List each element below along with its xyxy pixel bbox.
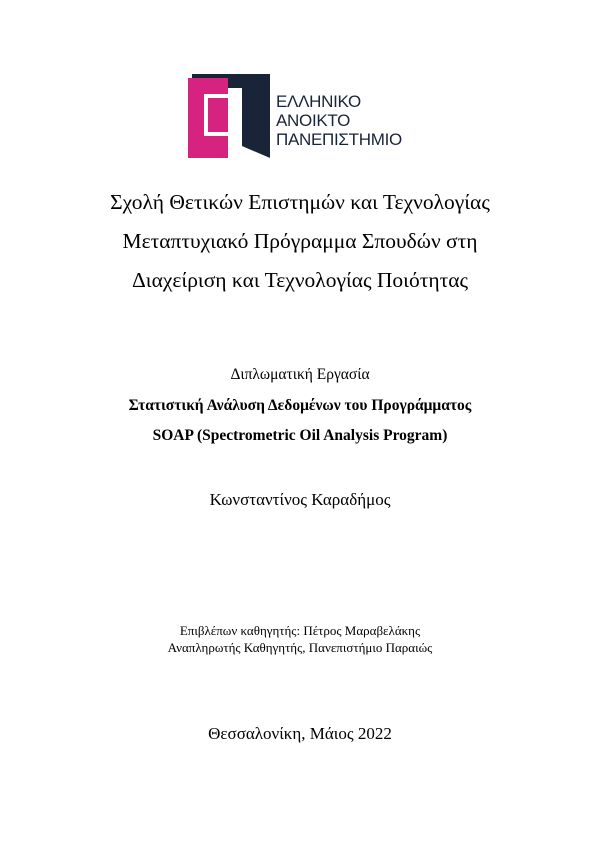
supervisor-line-1: Επιβλέπων καθηγητής: Πέτρος Μαραβελάκης xyxy=(179,623,421,638)
place-date: Θεσσαλονίκη, Μάιος 2022 xyxy=(208,724,392,743)
logo-line-3: ΠΑΝΕΠΙΣΤΗΜΙΟ xyxy=(276,130,402,149)
logo-line-1: ΕΛΛΗΝΙΚΟ xyxy=(276,92,361,111)
thesis-type: Διπλωματική Εργασία xyxy=(230,366,370,383)
logo-wordmark xyxy=(276,92,402,149)
program-name-line-2: Διαχείριση και Τεχνολογίας Ποιότητας xyxy=(131,268,469,292)
logo-mark-icon xyxy=(188,74,272,160)
logo-line-2: ΑΝΟΙΚΤΟ xyxy=(276,111,351,130)
university-logo xyxy=(188,74,428,160)
thesis-title-line-2: SOAP (Spectrometric Oil Analysis Program) xyxy=(152,427,448,444)
author-name: Κωνσταντίνος Καραδήμος xyxy=(209,490,391,509)
program-name-line-1: Μεταπτυχιακό Πρόγραμμα Σπουδών στη xyxy=(122,229,478,253)
school-name: Σχολή Θετικών Επιστημών και Τεχνολογίας xyxy=(110,190,490,214)
supervisor-line-2: Αναπληρωτής Καθηγητής, Πανεπιστήμιο Παραιώς xyxy=(167,640,433,655)
thesis-title-line-1: Στατιστική Ανάλυση Δεδομένων του Προγράμματος xyxy=(128,397,472,414)
